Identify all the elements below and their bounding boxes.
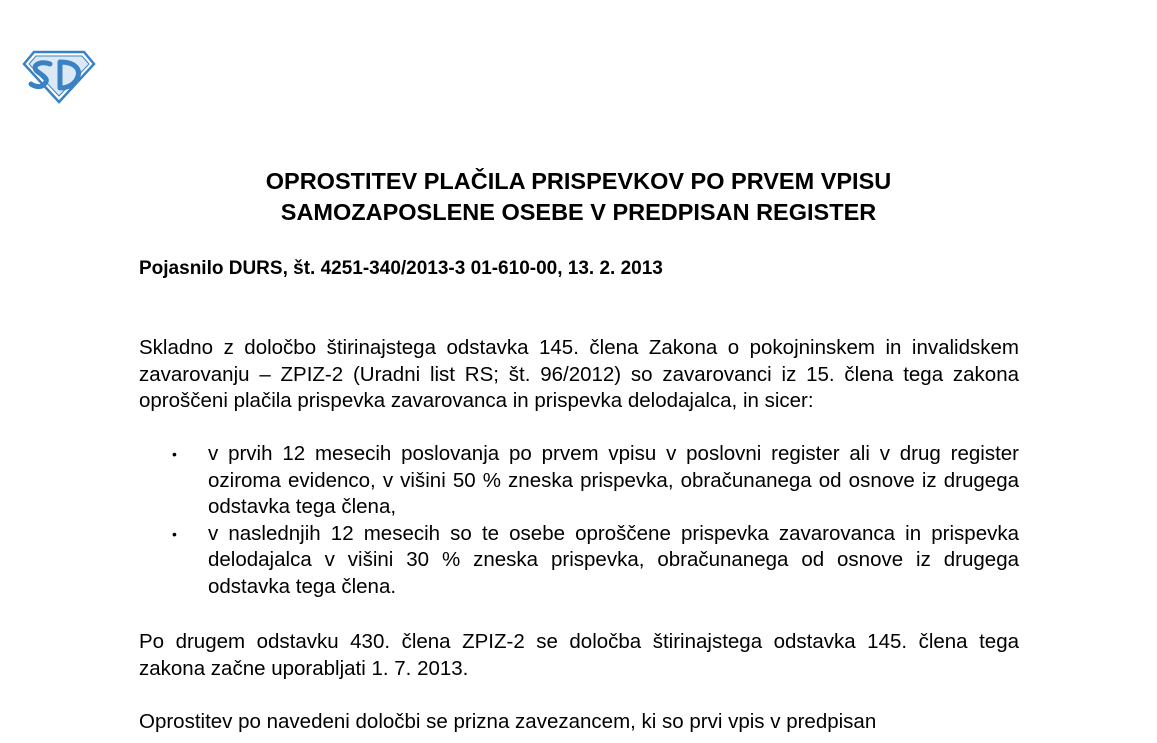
bullet-list <box>139 441 1019 601</box>
bullet-item <box>139 521 1019 601</box>
paragraph-intro: Skladno z določbo štirinajstega odstavka 145. člena Zakona o pokojninskem in invalidskem zavarovanju – ZPIZ-2 (Uradni list RS; št. 96/2012) so zavarovanci iz 15. člena tega zakona oproščeni plačila prispevka zavarovanca in prispevka delodajalca, in sicer: <box>139 336 1019 413</box>
paragraph-exemption: Oprostitev po navedeni določbi se prizna zavezancem, ki so prvi vpis v predpisan <box>139 710 877 733</box>
bullet-text: v prvih 12 mesecih poslovanja po prvem vpisu v poslovni register ali v drug register oziroma evidenco, v višini 50 % zneska prispevka, obračunanega od osnove iz drugega odstavka tega člena, <box>208 442 1019 519</box>
title-line-2: SAMOZAPOSLENE OSEBE V PREDPISAN REGISTER <box>280 199 877 225</box>
title-line-1: OPROSTITEV PLAČILA PRISPEVKOV PO PRVEM VPISU <box>265 168 892 194</box>
bullet-item <box>139 441 1019 521</box>
bullet-text: v naslednjih 12 mesecih so te osebe oproščene prispevka zavarovanca in prispevka delodajalca v višini 30 % zneska prispevka, obračunanega od osnove iz drugega odstavka tega člena. <box>208 521 1019 598</box>
document-subtitle: Pojasnilo DURS, št. 4251-340/2013-3 01-610-00, 13. 2. 2013 <box>139 258 663 279</box>
sd-logo <box>22 50 96 104</box>
paragraph-application-date: Po drugem odstavku 430. člena ZPIZ-2 se določba štirinajstega odstavka 145. člena tega zakona začne uporabljati 1. 7. 2013. <box>139 630 1019 680</box>
bullet-marker: • <box>172 446 177 462</box>
document-title <box>0 166 1157 228</box>
bullet-marker: • <box>172 525 177 542</box>
